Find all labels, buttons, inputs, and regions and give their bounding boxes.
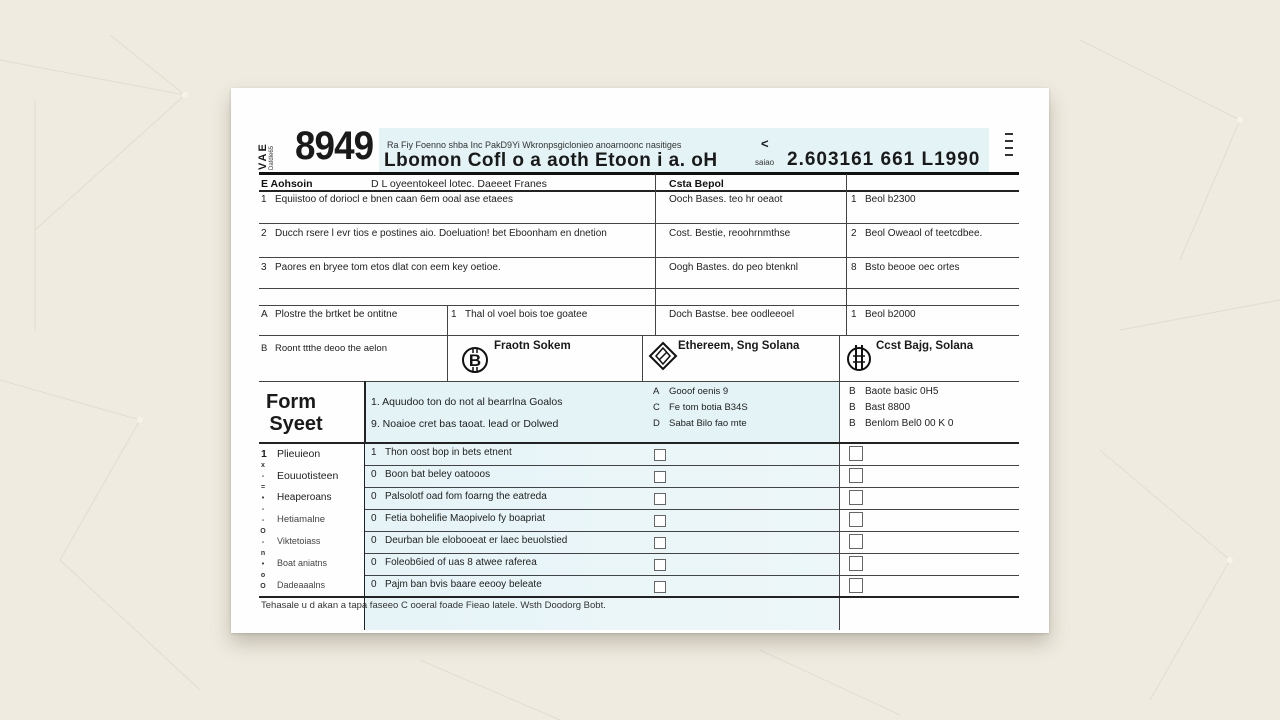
summary-shade bbox=[365, 382, 839, 442]
coin-label-bitcoin: Fraotn Sokem bbox=[494, 340, 571, 352]
table-header-rule bbox=[259, 190, 1019, 192]
checklist-row-2-label: Eouuotisteen bbox=[277, 470, 339, 482]
solana-icon bbox=[844, 343, 874, 373]
table-row-3-description: 3 Paores en bryee tom etos dlat con eem key oetioe. bbox=[261, 262, 501, 273]
checkbox-b-row-2[interactable] bbox=[849, 468, 863, 483]
row-rule bbox=[259, 305, 1019, 306]
row-a-amount: 1 Beol b2000 bbox=[851, 309, 916, 320]
checklist-rule bbox=[365, 531, 1019, 532]
row-rule bbox=[259, 288, 1019, 289]
header-rule bbox=[259, 172, 1019, 175]
checklist-row-1-label: 1 Plieuieon bbox=[261, 448, 321, 460]
coin-label-ethereum: Ethereem, Sng Solana bbox=[678, 340, 800, 352]
checkbox-b-row-6[interactable] bbox=[849, 556, 863, 571]
row-b-label: B Roont ttthe deoo the aelon bbox=[261, 343, 387, 354]
arrow-left-icon: < bbox=[761, 136, 769, 151]
row-rule bbox=[259, 335, 1019, 336]
checkbox-a-row-6[interactable] bbox=[654, 559, 666, 571]
tick-marks-icon bbox=[1005, 133, 1015, 161]
checkbox-a-row-1[interactable] bbox=[654, 449, 666, 461]
checkbox-a-row-5[interactable] bbox=[654, 537, 666, 549]
checklist-rule bbox=[365, 465, 1019, 466]
header-tiny-label: saiao bbox=[755, 158, 775, 167]
checklist-row-7-label: Dadeaaalns bbox=[277, 580, 326, 590]
checkbox-a-row-3[interactable] bbox=[654, 493, 666, 505]
header-number: 2.603161 661 L1990 bbox=[787, 149, 981, 170]
row-a-mid: 1 Thal ol voel bois toe goatee bbox=[451, 309, 588, 320]
summary-col3-line-1: B Baote basic 0H5 bbox=[849, 386, 939, 397]
summary-form-label-1: Form bbox=[266, 391, 316, 413]
row-a-divider bbox=[447, 305, 448, 336]
col-divider-amount bbox=[846, 174, 847, 336]
checkbox-b-row-3[interactable] bbox=[849, 490, 863, 505]
table-row-2-amount: 2 Beol Oweaol of teetcdbee. bbox=[851, 228, 983, 239]
row-a-cost: Doch Bastse. bee oodleeoel bbox=[669, 309, 795, 320]
checkbox-b-row-7[interactable] bbox=[849, 578, 863, 593]
checklist-row-4-text: 0 Fetia bohelifie Maopivelo fy boapriat bbox=[371, 513, 546, 524]
checkbox-b-row-5[interactable] bbox=[849, 534, 863, 549]
checklist-rule bbox=[365, 575, 1019, 576]
summary-note-1: 1. Aquudoo ton do not al bearrlna Goalos bbox=[371, 396, 563, 408]
table-row-3-amount: 8 Bsto beooe oec ortes bbox=[851, 262, 960, 273]
svg-text:B: B bbox=[468, 351, 482, 370]
bitcoin-icon bbox=[460, 345, 490, 375]
col-header-cost: Csta Bepol bbox=[669, 178, 724, 190]
row-rule bbox=[259, 257, 1019, 258]
row-rule bbox=[259, 223, 1019, 224]
summary-col3-line-3: B Benlom Bel0 00 K 0 bbox=[849, 418, 954, 429]
checklist-row-6-label: Boat aniatns bbox=[277, 558, 328, 568]
checklist-row-6-text: 0 Foleob6ied of uas 8 atwee raferea bbox=[371, 557, 537, 568]
form-number: 8949 bbox=[295, 124, 374, 168]
side-code bbox=[257, 132, 285, 172]
table-row-1-cost: Ooch Bases. teo hr oeaot bbox=[669, 194, 783, 205]
summary-col2-line-1: A Gooof oenis 9 bbox=[653, 386, 729, 397]
checklist-row-3-text: 0 Palsolotf oad fom foarng the eatreda bbox=[371, 491, 547, 502]
summary-col3-line-2: B Bast 8800 bbox=[849, 402, 911, 413]
summary-form-label-2: Syeet bbox=[269, 413, 323, 435]
summary-form-label bbox=[259, 391, 323, 435]
col-header-d: D L oyeentokeel lotec. Daeeet Franes bbox=[371, 178, 547, 190]
checklist-row-4-label: Hetiamalne bbox=[277, 514, 326, 525]
table-row-3-cost: Oogh Bastes. do peo btenknl bbox=[669, 262, 798, 273]
checkbox-a-row-7[interactable] bbox=[654, 581, 666, 593]
side-strip: x - = • - - O - n • o O bbox=[260, 462, 266, 590]
checkbox-a-row-2[interactable] bbox=[654, 471, 666, 483]
checklist-row-5-label: Viktetoiass bbox=[277, 536, 321, 546]
table-row-2-cost: Cost. Bestie, reoohrnmthse bbox=[669, 228, 791, 239]
coin-divider-3 bbox=[839, 335, 840, 630]
checklist-row-2-text: 0 Boon bat beley oatooos bbox=[371, 469, 491, 480]
footer-note: Tehasale u d akan a tapa faseeo C ooeral foade Fieao latele. Wsth Doodorg Bobt. bbox=[261, 600, 606, 611]
checkbox-b-row-4[interactable] bbox=[849, 512, 863, 527]
ethereum-icon bbox=[648, 341, 678, 371]
table-row-2-description: 2 Ducch rsere l evr tios e postines aio. Doeluation! bet Eboonham en dnetion bbox=[261, 228, 607, 239]
checklist-bottom-rule bbox=[259, 596, 1019, 598]
form-title: Lbomon Cofl o a aoth Etoon i a. oH bbox=[384, 150, 718, 171]
checklist-rule bbox=[365, 553, 1019, 554]
summary-col2-line-2: C Fe tom botia B34S bbox=[653, 402, 748, 413]
side-code-text: VAE bbox=[257, 142, 269, 170]
checkbox-b-row-1[interactable] bbox=[849, 446, 863, 461]
checklist-row-5-text: 0 Deurban ble elobooeat er laec beuolstied bbox=[371, 535, 568, 546]
coin-label-solana: Ccst Bajg, Solana bbox=[876, 340, 974, 352]
checkbox-a-row-4[interactable] bbox=[654, 515, 666, 527]
checklist-rule bbox=[365, 487, 1019, 488]
col-header-e: E Aohsoin bbox=[261, 178, 313, 190]
row-a-label: A Plostre the brtket be ontitne bbox=[261, 309, 398, 320]
checklist-row-3-label: Heaperoans bbox=[277, 492, 332, 503]
table-row-1-description: 1 Equiistoo of doriocl e bnen caan 6em ooal ase etaees bbox=[261, 194, 513, 205]
header-subtitle: Ra Fiy Foenno shba Inc PakD9Yi Wkronpsgiclonieo anoarnoonc nasitiges bbox=[387, 140, 682, 150]
form-8949-sheet bbox=[231, 88, 1049, 633]
table-row-1-amount: 1 Beol b2300 bbox=[851, 194, 916, 205]
checklist-rule bbox=[365, 509, 1019, 510]
coin-divider-1 bbox=[447, 335, 448, 381]
summary-col2-line-3: D Sabat Bilo fao mte bbox=[653, 418, 747, 429]
col-divider-cost bbox=[655, 174, 656, 336]
checklist-row-1-text: 1 Thon oost bop in bets etnent bbox=[371, 447, 512, 458]
summary-note-2: 9. Noaioe cret bas taoat. lead or Dolwed bbox=[371, 418, 559, 430]
checklist-row-7-text: 0 Pajm ban bvis baare eeooy beleate bbox=[371, 579, 542, 590]
side-subcode-text: Dafdle65 bbox=[269, 145, 275, 170]
